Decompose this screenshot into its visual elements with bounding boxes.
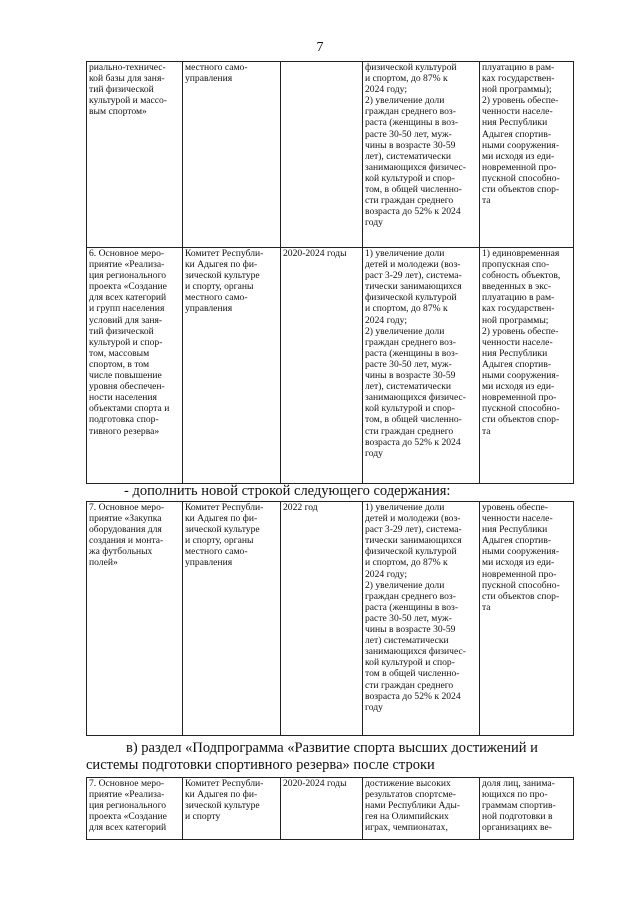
period-cell (281, 62, 363, 248)
measures-table-bottom (86, 777, 574, 840)
section-heading-line2: системы подготовки спортивного резерва» после строки (86, 757, 435, 773)
period-cell: 2020-2024 годы (281, 248, 363, 484)
result-cell: 1) увеличение доли детей и молодежи (воз- раст 3-29 лет), система- тически занимающихся физической культурой и спортом, до 87% к 2024 году; 2) увеличение доли граждан среднего воз- раста (женщины в воз- расте 30-50 лет, муж- чины в возрасте 30-59 лет) систематически занимающихся физичес- кой культурой и спор- том в общей численно- сти граждан среднего возраста до 52% к 2024 году (363, 502, 480, 736)
result-cell: 1) увеличение доли детей и молодежи (воз- раст 3-29 лет), система- тически занимающихся физической культурой и спортом, до 87% к 2024 году; 2) увеличение доли граждан среднего воз- раста (женщины в воз- расте 30-50 лет, муж- чины в возрасте 30-59 лет), систематически занимающихся физичес- кой культурой и спор- том, в общей численно- сти граждан среднего возраста до 52% к 2024 году (363, 248, 480, 484)
period-cell: 2022 год (281, 502, 363, 736)
table-row (87, 778, 574, 840)
indicator-cell: плуатацию в рам- ках государствен- ной программы); 2) уровень обеспе- ченности населе- ния Республики Адыгея спортив- ными сооружения- ми исходя из еди- новременной про- пускной способно- сти объектов спор- та (480, 62, 574, 248)
result-cell: физической культурой и спортом, до 87% к 2024 году; 2) увеличение доли граждан среднего воз- раста (женщины в воз- расте 30-50 лет, муж- чины в возрасте 30-59 лет), систематически занимающихся физичес- кой культурой и спор- том, в общей численно- сти граждан среднего возраста до 52% к 2024 году (363, 62, 480, 248)
result-cell: достижение высоких результатов спортсме- нами Республики Ады- гея на Олимпийских играх, чемпионатах, (363, 778, 480, 840)
indicator-cell: уровень обеспе- ченности населе- ния Республики Адыгея спортив- ными сооружения- ми исходя из еди- новременной про- пускной способно- сти объектов спор- та (480, 502, 574, 736)
indicator-cell: 1) единовременная пропускная спо- собность объектов, введенных в экс- плуатацию в рам- ках государствен- ной программы; 2) уровень обеспе- ченности населе- ния Республики Адыгея спортив- ными сооружения- ми исходя из еди- новременной про- пускной способно- сти объектов спор- та (480, 248, 574, 484)
table-row (87, 248, 574, 484)
period-cell: 2020-2024 годы (281, 778, 363, 840)
executor-cell: Комитет Республи- ки Адыгея по фи- зической культуре и спорту, органы местного само- управления (183, 248, 281, 484)
add-row-heading: - дополнить новой строкой следующего содержания: (124, 483, 451, 499)
indicator-cell: доля лиц, занима- ющихся по про- граммам спортив- ной подготовки в организациях ве- (480, 778, 574, 840)
measure-name-cell: риально-техничес- кой базы для заня- тий физической культурой и массо- вым спортом» (87, 62, 183, 248)
page-number: 7 (316, 40, 324, 55)
executor-cell: местного само- управления (183, 62, 281, 248)
table-row (87, 62, 574, 248)
measure-name-cell: 7. Основное меро- приятие «Реализа- ция регионального проекта «Создание для всех категорий (87, 778, 183, 840)
executor-cell: Комитет Республи- ки Адыгея по фи- зической культуре и спорту (183, 778, 281, 840)
table-row (87, 502, 574, 736)
section-heading-line1: в) раздел «Подпрограмма «Развитие спорта высших достижений и (126, 740, 538, 756)
measures-table-top (86, 61, 574, 484)
measures-table-new-row (86, 501, 574, 736)
measure-name-cell: 7. Основное меро- приятие «Закупка оборудования для создания и монта- жа футбольных полей» (87, 502, 183, 736)
executor-cell: Комитет Республи- ки Адыгея по фи- зической культуре и спорту, органы местного само- управления (183, 502, 281, 736)
measure-name-cell: 6. Основное меро- приятие «Реализа- ция регионального проекта «Создание для всех категорий и групп населения условий для заня- тий физической культурой и спор- том, массовым спортом, в том числе повышение уровня обеспечен- ности населения объектами спорта и подготовка спор- тивного резерва» (87, 248, 183, 484)
